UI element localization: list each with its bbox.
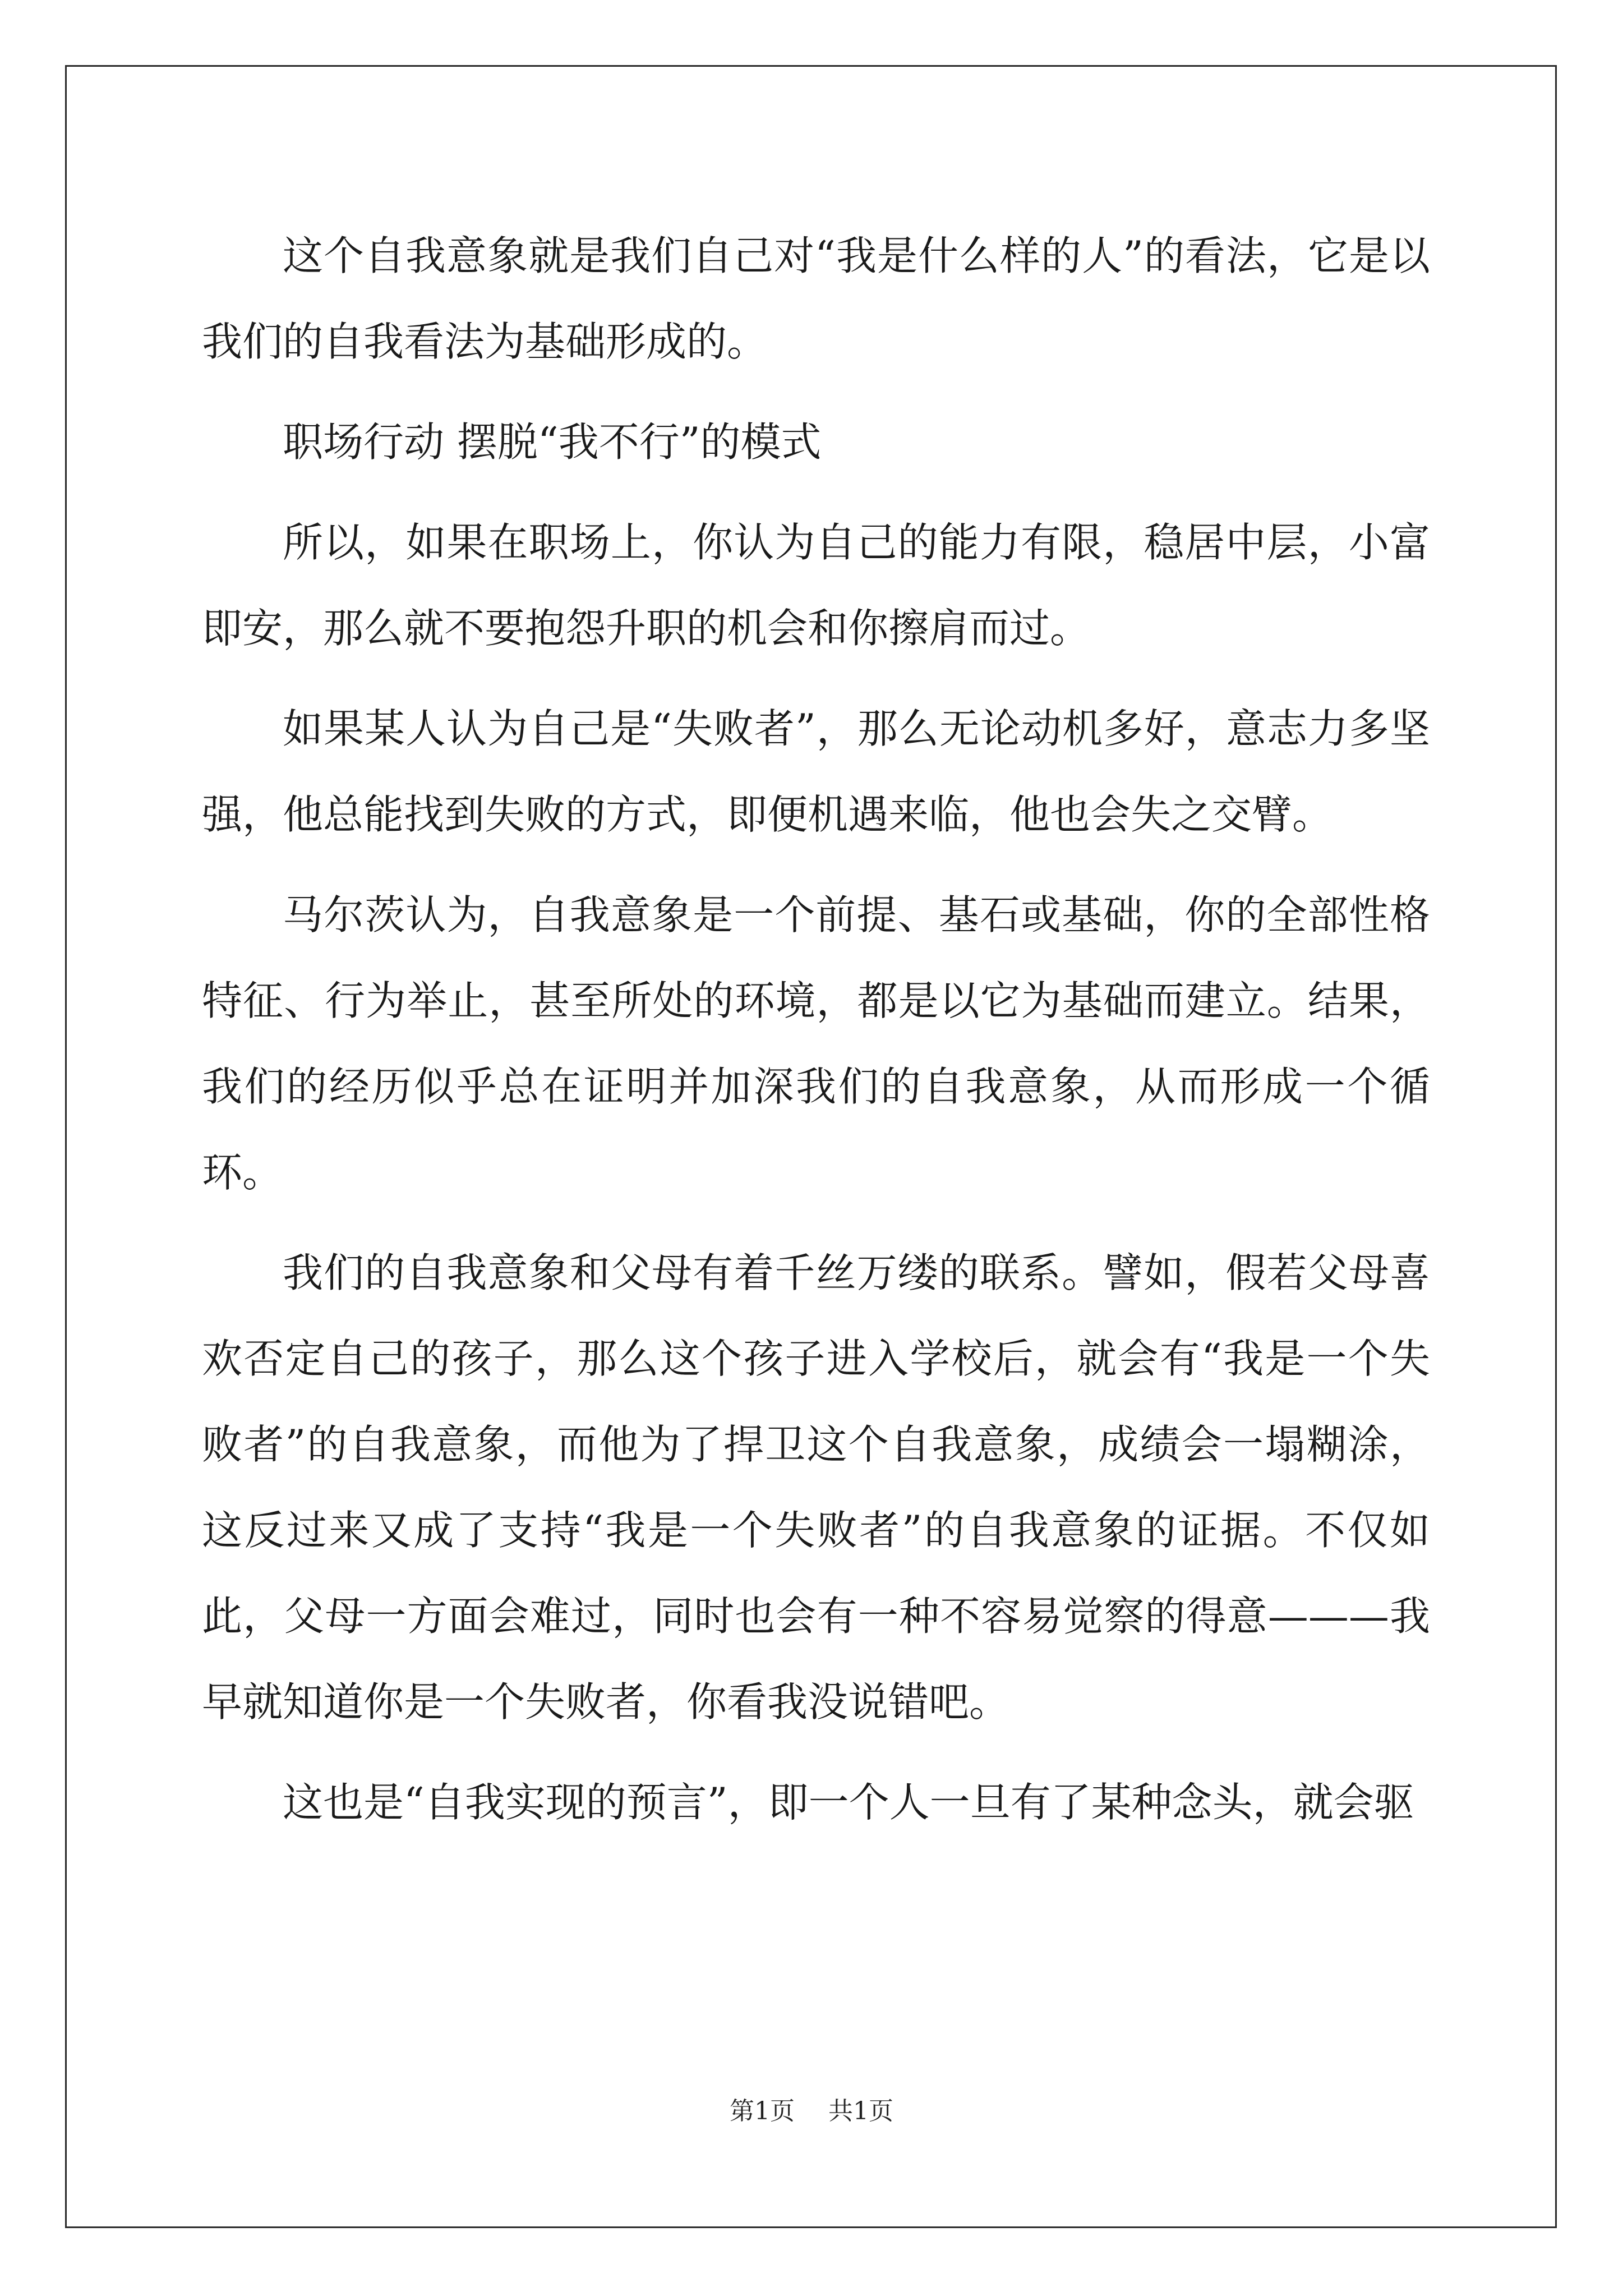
paragraph-5: 我们的自我意象和父母有着千丝万缕的联系。譬如，假若父母喜欢否定自己的孩子，那么这个孩子进入学校后，就会有“我是一个失败者”的自我意象，而他为了捍卫这个自我意象，成绩会一塌糊涂，这反过来又成了支持“我是一个失败者”的自我意象的证据。不仅如此，父母一方面会难过，同时也会有一种不容易觉察的得意———我早就知道你是一个失败者，你看我没说错吧。 — [202, 1249, 1430, 1726]
section-heading: 职场行动 摆脱“我不行”的模式 — [283, 418, 822, 466]
document-body — [202, 213, 1430, 1860]
page-footer — [0, 2091, 1623, 2127]
paragraph-1: 这个自我意象就是我们自己对“我是什么样的人”的看法，它是以我们的自我看法为基础形成的。 — [202, 232, 1430, 365]
paragraph-3: 如果某人认为自己是“失败者”，那么无论动机多好，意志力多坚强，他总能找到失败的方式，即便机遇来临，他也会失之交臂。 — [202, 705, 1430, 838]
paragraph-4: 马尔茨认为，自我意象是一个前提、基石或基础，你的全部性格特征、行为举止，甚至所处的环境，都是以它为基础而建立。结果，我们的经历似乎总在证明并加深我们的自我意象，从而形成一个循环。 — [202, 891, 1430, 1196]
page-total: 共1页 — [828, 2097, 893, 2125]
paragraph-6: 这也是“自我实现的预言”，即一个人一旦有了某种念头，就会驱 — [283, 1779, 1414, 1826]
paragraph-2: 所以，如果在职场上，你认为自己的能力有限，稳居中层，小富即安，那么就不要抱怨升职的机会和你擦肩而过。 — [202, 519, 1430, 652]
page-number: 第1页 — [730, 2097, 795, 2125]
